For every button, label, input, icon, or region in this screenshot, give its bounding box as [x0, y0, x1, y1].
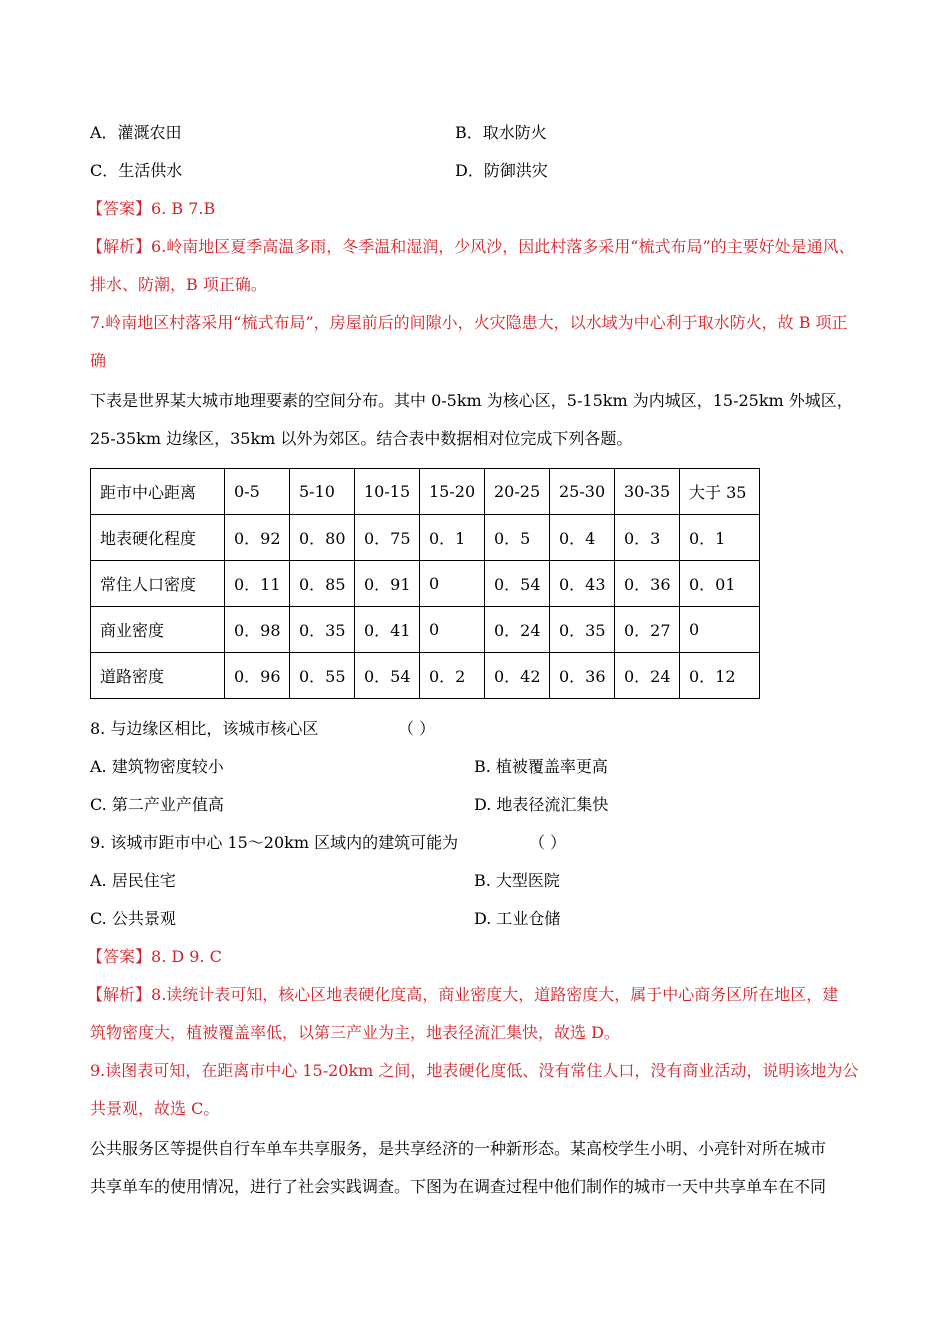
- table-cell: 0．36: [550, 653, 615, 699]
- table-cell: 0．27: [615, 607, 680, 653]
- analysis-label: 【解析】: [87, 237, 152, 256]
- table-cell: 0．5: [485, 515, 550, 561]
- table-cell: 常住人口密度: [91, 561, 225, 607]
- option-a: A．灌溉农田: [90, 123, 182, 142]
- option-d: D. 地表径流汇集快: [474, 795, 609, 814]
- table-cell: 0．85: [290, 561, 355, 607]
- table-cell: 0．24: [615, 653, 680, 699]
- option-b: B. 大型医院: [474, 871, 560, 890]
- table-cell: 0．01: [680, 561, 760, 607]
- table-row: [91, 515, 760, 561]
- table-row: [91, 561, 760, 607]
- analysis-line: 共景观，故选 C。: [90, 1099, 220, 1118]
- table-cell: 0．43: [550, 561, 615, 607]
- table-header-cell: 5-10: [290, 469, 355, 515]
- table-cell: 地表硬化程度: [91, 515, 225, 561]
- question-8-stem: 8. 与边缘区相比，该城市核心区: [90, 719, 319, 738]
- table-header-cell: 10-15: [355, 469, 420, 515]
- table-header-cell: 距市中心距离: [91, 469, 225, 515]
- option-d: D. 工业仓储: [474, 909, 561, 928]
- table-cell: 0．96: [225, 653, 290, 699]
- table-cell: 0．41: [355, 607, 420, 653]
- table-cell: 0．75: [355, 515, 420, 561]
- table-cell: 0．91: [355, 561, 420, 607]
- table-cell: 0．1: [420, 515, 485, 561]
- table-cell: 0．35: [550, 607, 615, 653]
- option-a: A. 建筑物密度较小: [90, 757, 224, 776]
- table-header-cell: 30-35: [615, 469, 680, 515]
- analysis-block-2: [87, 985, 838, 1005]
- table-cell: 0: [420, 561, 485, 607]
- table-cell: 0．92: [225, 515, 290, 561]
- table-cell: 0．3: [615, 515, 680, 561]
- table-cell: 0．35: [290, 607, 355, 653]
- table-header-row: [91, 469, 760, 515]
- table-cell: 0．54: [355, 653, 420, 699]
- analysis-line: 6.岭南地区夏季高温多雨，冬季温和湿润，少风沙，因此村落多采用“梳式布局”的主要好处是通风、: [151, 237, 855, 256]
- intro-line: 公共服务区等提供自行车单车共享服务，是共享经济的一种新形态。某高校学生小明、小亮针对所在城市: [90, 1139, 827, 1158]
- option-d: D．防御洪灾: [455, 161, 548, 180]
- answer-text: 6. B 7.B: [151, 199, 216, 218]
- option-b: B．取水防火: [455, 123, 547, 142]
- analysis-block-1: [87, 237, 855, 257]
- intro-line: 25-35km 边缘区，35km 以外为郊区。结合表中数据相对位完成下列各题。: [90, 429, 633, 448]
- option-c: C. 第二产业产值高: [90, 795, 224, 814]
- answer-block-1: [87, 199, 215, 219]
- table-header-cell: 0-5: [225, 469, 290, 515]
- answer-label: 【答案】: [87, 199, 152, 218]
- table-cell: 0．1: [680, 515, 760, 561]
- table-cell: 0．4: [550, 515, 615, 561]
- table-cell: 0: [680, 607, 760, 653]
- option-a: A. 居民住宅: [90, 871, 176, 890]
- option-c: C．生活供水: [90, 161, 183, 180]
- table-cell: 0．42: [485, 653, 550, 699]
- table-cell: 0．55: [290, 653, 355, 699]
- table-cell: 0．24: [485, 607, 550, 653]
- question-8-paren: （ ）: [398, 719, 436, 738]
- table-cell: 0．36: [615, 561, 680, 607]
- data-table: [90, 468, 760, 699]
- table-header-cell: 20-25: [485, 469, 550, 515]
- table-row: [91, 607, 760, 653]
- analysis-line: 8.读统计表可知，核心区地表硬化度高，商业密度大，道路密度大，属于中心商务区所在地区，建: [151, 985, 839, 1004]
- analysis-label: 【解析】: [87, 985, 152, 1004]
- answer-text: 8. D 9. C: [151, 947, 222, 966]
- analysis-line: 9.读图表可知，在距离市中心 15-20km 之间，地表硬化度低、没有常住人口，没有商业活动，说明该地为公: [90, 1061, 859, 1080]
- table-cell: 道路密度: [91, 653, 225, 699]
- table-cell: 0: [420, 607, 485, 653]
- table-cell: 0．11: [225, 561, 290, 607]
- option-c: C. 公共景观: [90, 909, 176, 928]
- table-header-cell: 15-20: [420, 469, 485, 515]
- table-cell: 0．80: [290, 515, 355, 561]
- analysis-line: 确: [90, 351, 107, 370]
- analysis-line: 筑物密度大，植被覆盖率低，以第三产业为主，地表径流汇集快，故选 D。: [90, 1023, 620, 1042]
- intro-line: 共享单车的使用情况，进行了社会实践调查。下图为在调查过程中他们制作的城市一天中共享单车在不同: [90, 1177, 827, 1196]
- table-cell: 0．98: [225, 607, 290, 653]
- table-cell: 0．54: [485, 561, 550, 607]
- question-9-paren: （ ）: [529, 833, 567, 852]
- table-header-cell: 25-30: [550, 469, 615, 515]
- answer-label: 【答案】: [87, 947, 152, 966]
- analysis-line: 排水、防潮，B 项正确。: [90, 275, 267, 294]
- question-9-stem: 9. 该城市距市中心 15～20km 区域内的建筑可能为: [90, 833, 459, 852]
- answer-block-2: [87, 947, 222, 967]
- analysis-line: 7.岭南地区村落采用“梳式布局”，房屋前后的间隙小，火灾隐患大，以水域为中心利于取水防火，故 B 项正: [90, 313, 848, 332]
- table-row: [91, 653, 760, 699]
- table-cell: 0．12: [680, 653, 760, 699]
- intro-line: 下表是世界某大城市地理要素的空间分布。其中 0-5km 为核心区，5-15km 为内城区，15-25km 外城区，: [90, 391, 853, 410]
- table-cell: 商业密度: [91, 607, 225, 653]
- table-header-cell: 大于 35: [680, 469, 760, 515]
- option-b: B. 植被覆盖率更高: [474, 757, 608, 776]
- table-cell: 0．2: [420, 653, 485, 699]
